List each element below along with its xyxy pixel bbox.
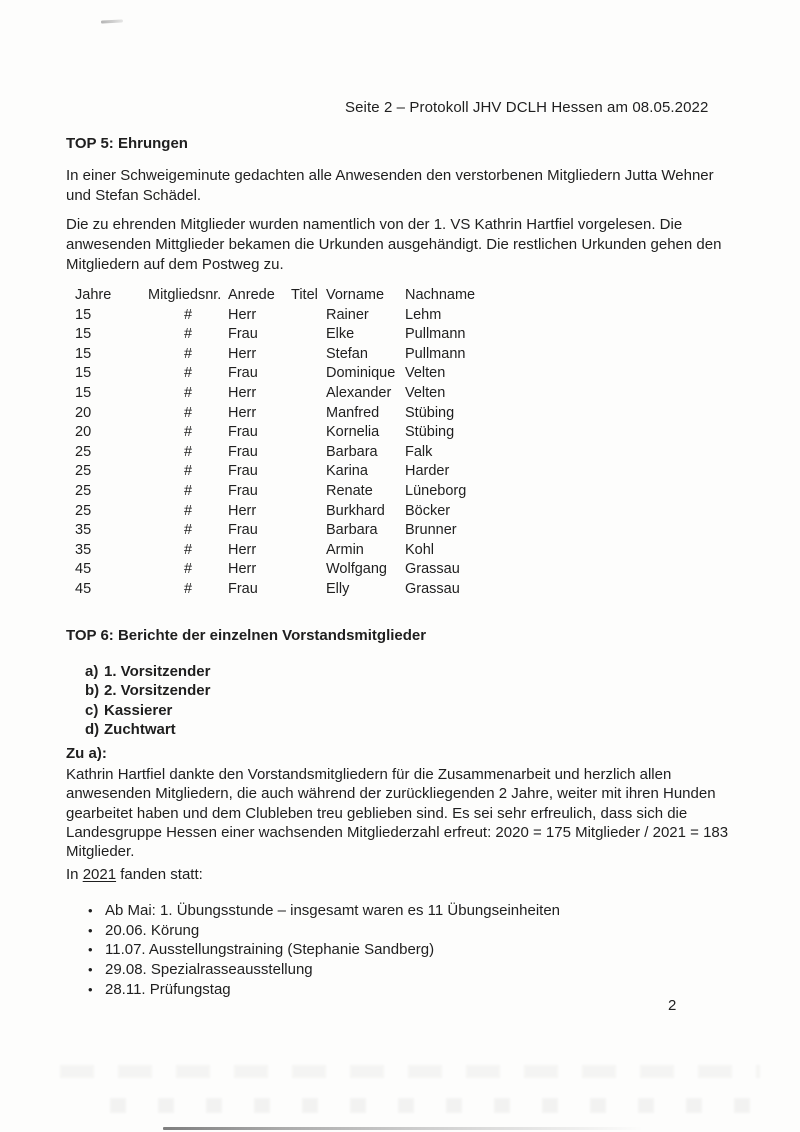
table-cell: 45 (75, 580, 92, 597)
table-row (75, 502, 517, 522)
column-header-anrede: Anrede (228, 287, 275, 303)
list-marker: b) (85, 682, 100, 700)
table-cell: Velten (405, 384, 446, 401)
table-cell: Armin (326, 541, 364, 558)
table-cell (291, 404, 326, 424)
table-row (75, 521, 517, 541)
table-cell: # (183, 482, 193, 499)
table-row (75, 364, 517, 384)
table-cell: Frau (228, 365, 258, 382)
table-cell: Brunner (405, 522, 457, 539)
table-cell: Manfred (326, 404, 380, 421)
table-cell: Renate (326, 482, 373, 499)
events-bullet-list (88, 901, 560, 999)
table-cell (291, 541, 326, 561)
table-cell (291, 580, 326, 600)
table-cell: Herr (228, 345, 257, 362)
table-cell: Frau (228, 443, 258, 460)
table-cell: Wolfgang (326, 561, 387, 578)
honors-table-header-row (75, 286, 517, 306)
table-cell (291, 384, 326, 404)
scan-artifact-bottom-edge (163, 1127, 643, 1130)
table-row (75, 580, 517, 600)
table-cell: Stefan (326, 345, 368, 362)
table-cell (291, 482, 326, 502)
table-row (75, 541, 517, 561)
table-cell: Lüneborg (405, 482, 467, 499)
table-cell: Grassau (405, 580, 460, 597)
table-row (75, 306, 517, 326)
table-cell: Herr (228, 306, 257, 323)
report-list-item (85, 701, 210, 720)
column-header-vorname: Vorname (326, 287, 385, 303)
table-cell (291, 502, 326, 522)
honors-table-body (75, 306, 517, 600)
table-cell: # (183, 580, 193, 597)
page-number: 2 (668, 997, 677, 1014)
table-cell: Pullmann (405, 345, 466, 362)
table-cell: 35 (75, 541, 92, 558)
table-cell: 15 (75, 345, 92, 362)
report-list-item (85, 720, 210, 739)
table-row (75, 462, 517, 482)
honors-table (75, 286, 517, 600)
zu-a-heading: Zu a): (66, 745, 107, 762)
table-cell: 25 (75, 463, 92, 480)
table-row (75, 384, 517, 404)
table-cell: # (183, 561, 193, 578)
column-header-nachname: Nachname (405, 287, 476, 303)
table-cell: Barbara (326, 522, 378, 539)
table-cell: 20 (75, 404, 92, 421)
top6-heading: TOP 6: Berichte der einzelnen Vorstandsmitglieder (66, 627, 427, 644)
bullet-icon: • (88, 942, 93, 958)
table-cell: # (183, 522, 193, 539)
report-list-item (85, 681, 210, 700)
bullet-item-label: 20.06. Körung (105, 921, 200, 939)
intro-suffix: fanden statt: (116, 866, 203, 883)
table-cell: # (183, 384, 193, 401)
table-cell: Frau (228, 463, 258, 480)
table-cell: Herr (228, 384, 257, 401)
table-cell: 45 (75, 561, 92, 578)
table-cell: Böcker (405, 502, 451, 519)
table-cell: # (183, 502, 193, 519)
table-cell: Pullmann (405, 326, 466, 343)
bullet-icon: • (88, 903, 93, 918)
table-cell: # (183, 463, 193, 480)
bullet-icon: • (88, 922, 93, 938)
list-item-label: Zuchtwart (104, 721, 176, 739)
underlined-year: 2021 (82, 866, 117, 883)
table-cell: # (183, 404, 193, 421)
bullet-item-label: 29.08. Spezialrasseausstellung (105, 961, 313, 979)
table-cell: 35 (75, 522, 92, 539)
table-cell: 25 (75, 502, 92, 519)
bullet-item-label: Ab Mai: 1. Übungsstunde – insgesamt waren es 11 Übungseinheiten (105, 902, 561, 919)
scan-artifact-top-smudge (101, 19, 123, 23)
event-bullet-item (88, 960, 560, 980)
table-cell: 25 (75, 443, 92, 460)
table-cell: 15 (75, 365, 92, 382)
report-list-item (85, 662, 210, 681)
table-cell: Falk (405, 443, 433, 460)
table-cell: # (183, 345, 193, 362)
page-header: Seite 2 – Protokoll JHV DCLH Hessen am 08.05.2022 (345, 99, 709, 116)
table-cell: # (183, 326, 193, 343)
table-cell: Dominique (326, 365, 396, 382)
column-header-titel: Titel (291, 287, 318, 303)
bullet-icon: • (88, 981, 93, 997)
scan-artifact-bleedthrough (110, 1098, 750, 1113)
table-cell: Burkhard (326, 502, 385, 519)
table-row (75, 560, 517, 580)
table-cell: Alexander (326, 384, 392, 401)
table-row (75, 423, 517, 443)
table-cell: Karina (326, 463, 368, 480)
table-cell: Elke (326, 326, 355, 343)
column-header-mitgliedsnr: Mitgliedsnr. (148, 287, 222, 303)
table-cell: Grassau (405, 561, 460, 578)
zu-a-paragraph: Kathrin Hartfiel dankte den Vorstandsmitgliedern für die Zusammenarbeit und herzlich allen anwesenden Mitgliedern, die auch während der zurückliegenden 2 Jahre, weiter mit ihren Hunden gearbeitet haben und dem Clubleben treu geblieben sind. Es sei sehr erfreulich, dass sich die Landesgruppe Hessen einer wachsenden Mitgliederzahl erfreut: 2020 = 175 Mitglieder / 2021 = 183 Mitglieder. (66, 766, 729, 861)
table-cell: Barbara (326, 443, 378, 460)
table-cell: 15 (75, 306, 92, 323)
table-cell (291, 325, 326, 345)
table-cell: 15 (75, 384, 92, 401)
table-cell: Herr (228, 541, 257, 558)
table-row (75, 325, 517, 345)
table-cell (291, 423, 326, 443)
table-cell: Harder (405, 463, 450, 480)
table-cell: Frau (228, 580, 258, 597)
event-bullet-item (88, 980, 560, 1000)
top6-report-list (85, 662, 210, 740)
top5-paragraph-1: In einer Schweigeminute gedachten alle Anwesenden den verstorbenen Mitgliedern Jutta Wehner und Stefan Schädel. (66, 167, 714, 204)
list-item-label: Kassierer (104, 701, 173, 719)
table-cell: 20 (75, 424, 92, 441)
table-cell: Herr (228, 502, 257, 519)
table-cell: Kohl (405, 541, 435, 558)
table-cell: # (183, 443, 193, 460)
list-marker: d) (85, 721, 100, 739)
table-cell: # (183, 541, 193, 558)
bullet-item-label: 28.11. Prüfungstag (105, 980, 231, 998)
table-cell: # (183, 424, 193, 441)
table-cell: # (183, 365, 193, 382)
table-cell: 15 (75, 326, 92, 343)
list-item-label: 2. Vorsitzender (104, 682, 211, 700)
column-header-jahre: Jahre (75, 287, 112, 303)
table-row (75, 345, 517, 365)
table-cell: Stübing (405, 424, 455, 441)
list-marker: a) (85, 663, 99, 680)
table-cell: 25 (75, 482, 92, 499)
table-cell: Stübing (405, 404, 455, 421)
table-cell (291, 345, 326, 365)
table-cell (291, 443, 326, 463)
table-cell (291, 306, 326, 326)
table-cell: Herr (228, 561, 257, 578)
intro-prefix: In (66, 866, 83, 883)
table-row (75, 443, 517, 463)
bullet-icon: • (88, 962, 93, 978)
table-row (75, 404, 517, 424)
table-cell: Kornelia (326, 424, 380, 441)
table-cell (291, 364, 326, 384)
table-cell: Lehm (405, 306, 442, 323)
scan-artifact-bleedthrough (60, 1065, 760, 1078)
bullet-item-label: 11.07. Ausstellungstraining (Stephanie Sandberg) (105, 941, 435, 959)
table-cell: Frau (228, 522, 258, 539)
year-intro-line (66, 866, 203, 883)
table-cell: Frau (228, 482, 258, 499)
table-cell: Velten (405, 365, 446, 382)
top5-heading: TOP 5: Ehrungen (66, 135, 188, 152)
top5-paragraph-2: Die zu ehrenden Mitglieder wurden namentlich von der 1. VS Kathrin Hartfiel vorgelesen. Die anwesenden Mittglieder bekamen die Urkunden ausgehändigt. Die restlichen Urkunden gehen den Mitgliedern auf dem Postweg zu. (66, 216, 722, 273)
table-cell: Herr (228, 404, 257, 421)
table-cell: Frau (228, 424, 258, 441)
list-marker: c) (85, 701, 99, 719)
table-cell: # (183, 306, 193, 323)
table-cell: Frau (228, 326, 258, 343)
event-bullet-item (88, 901, 560, 921)
table-cell (291, 462, 326, 482)
table-cell: Rainer (326, 306, 369, 323)
table-cell (291, 521, 326, 541)
table-cell (291, 560, 326, 580)
event-bullet-item (88, 921, 560, 941)
event-bullet-item (88, 940, 560, 960)
list-item-label: 1. Vorsitzender (104, 663, 211, 680)
table-cell: Elly (326, 580, 350, 597)
table-row (75, 482, 517, 502)
